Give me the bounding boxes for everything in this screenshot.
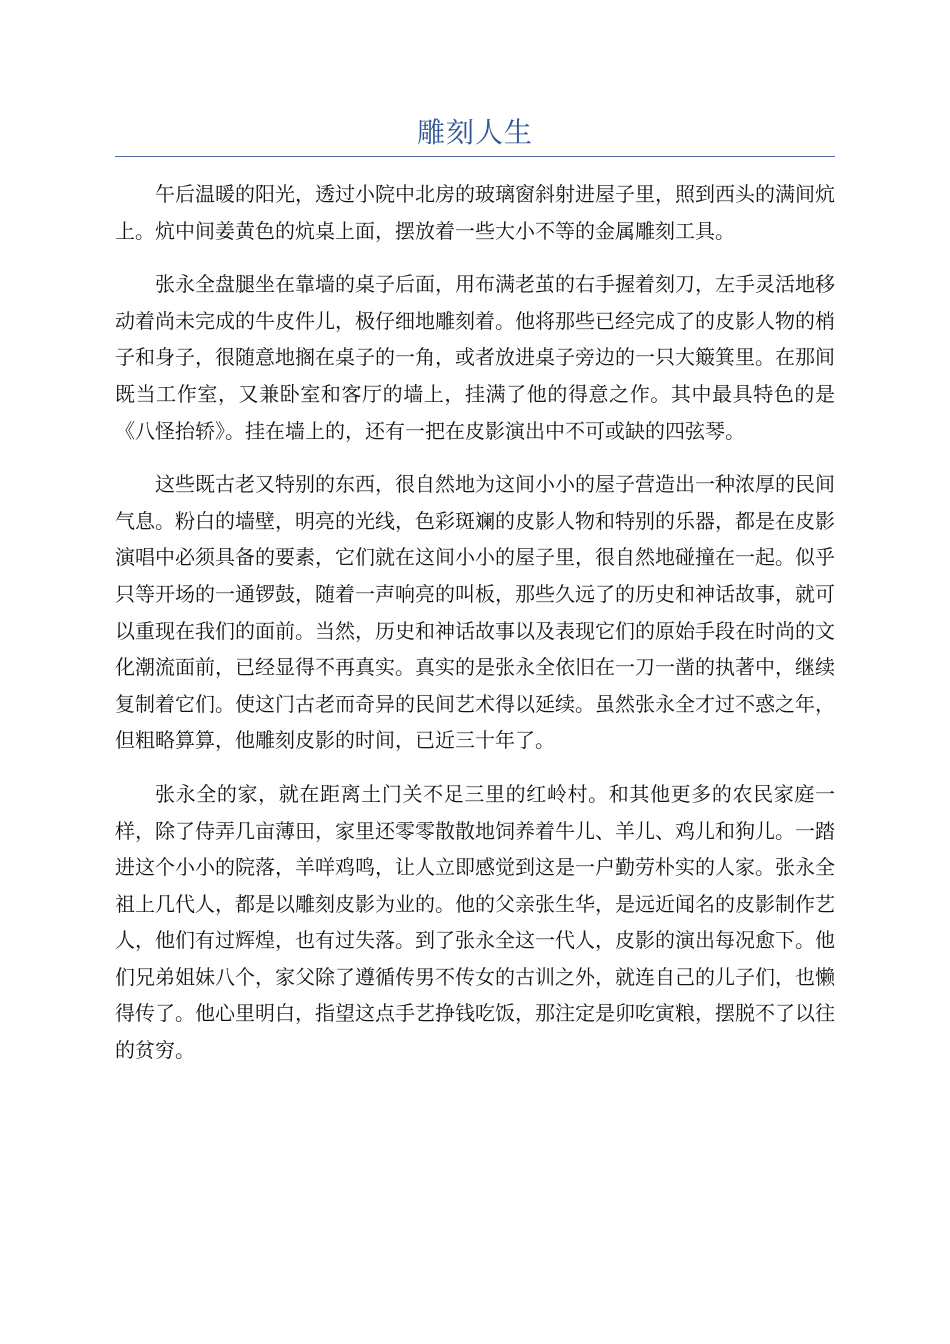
title-block — [115, 114, 835, 157]
paragraph-1: 午后温暖的阳光，透过小院中北房的玻璃窗斜射进屋子里，照到西头的满间炕上。炕中间姜黄色的炕桌上面，摆放着一些大小不等的金属雕刻工具。 — [115, 182, 835, 243]
article-body — [115, 176, 835, 1086]
paragraph-3: 这些既古老又特别的东西，很自然地为这间小小的屋子营造出一种浓厚的民间气息。粉白的墙壁，明亮的光线，色彩斑斓的皮影人物和特别的乐器，都是在皮影演唱中必须具备的要素，它们就在这间小小的屋子里，很自然地碰撞在一起。似乎只等开场的一通锣鼓，随着一声响亮的叫板，那些久远了的历史和神话故事，就可以重现在我们的面前。当然，历史和神话故事以及表现它们的原始手段在时尚的文化潮流面前，已经显得不再真实。真实的是张永全依旧在一刀一凿的执著中，继续复制着它们。使这门古老而奇异的民间艺术得以延续。虽然张永全才过不惑之年，但粗略算算，他雕刻皮影的时间，已近三十年了。 — [115, 472, 835, 753]
paragraph-4: 张永全的家，就在距离土门关不足三里的红岭村。和其他更多的农民家庭一样，除了侍弄几亩薄田，家里还零零散散地饲养着牛儿、羊儿、鸡儿和狗儿。一踏进这个小小的院落，羊咩鸡鸣，让人立即感觉到这是一户勤劳朴实的人家。张永全祖上几代人，都是以雕刻皮影为业的。他的父亲张生华，是远近闻名的皮影制作艺人，他们有过辉煌，也有过失落。到了张永全这一代人，皮影的演出每况愈下。他们兄弟姐妹八个，家父除了遵循传男不传女的古训之外，就连自己的儿子们，也懒得传了。他心里明白，指望这点手艺挣钱吃饭，那注定是卯吃寅粮，摆脱不了以往的贫穷。 — [115, 781, 835, 1063]
paragraph-2: 张永全盘腿坐在靠墙的桌子后面，用布满老茧的右手握着刻刀，左手灵活地移动着尚未完成的牛皮件儿，极仔细地雕刻着。他将那些已经完成了的皮影人物的梢子和身子，很随意地搁在桌子的一角，或者放进桌子旁边的一只大簸箕里。在那间既当工作室，又兼卧室和客厅的墙上，挂满了他的得意之作。其中最具特色的是《八怪抬轿》。挂在墙上的，还有一把在皮影演出中不可或缺的四弦琴。 — [115, 272, 835, 443]
document-title: 雕刻人生 — [416, 116, 533, 149]
